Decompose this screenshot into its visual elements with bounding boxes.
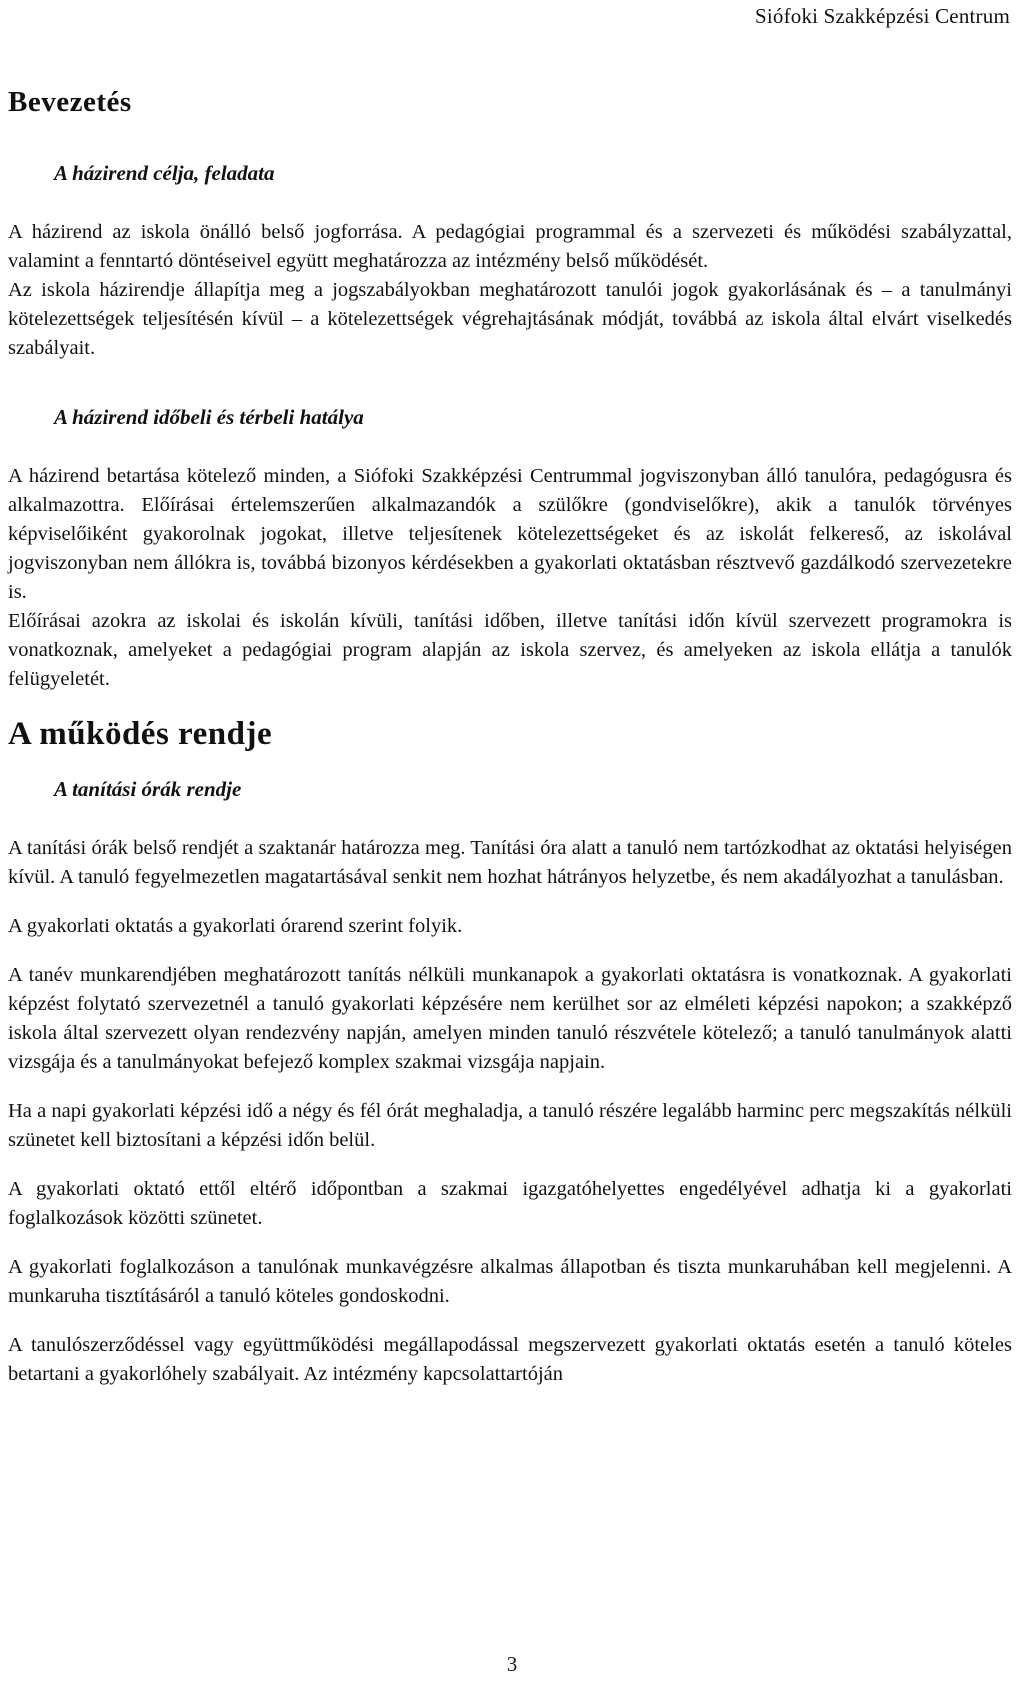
paragraph: A házirend az iskola önálló belső jogforrása. A pedagógiai programmal és a szervezeti és működési szabályzattal, valamint a fenntartó döntéseivel együtt meghatározza az intézmény belső működését.	[8, 221, 1012, 272]
subsection-title-lessons: A tanítási órák rendje	[54, 777, 242, 801]
paragraph: A tanítási órák belső rendjét a szaktanár határozza meg. Tanítási óra alatt a tanuló nem tartózkodhat az oktatási helyiségen kívül. A tanuló fegyelmezetlen magatartásával senkit nem hozhat hátrányos helyzetbe, és nem akadályozhat a tanulásban.	[8, 837, 1012, 888]
header-org-name: Siófoki Szakképzési Centrum	[754, 4, 1010, 28]
section-title-intro: Bevezetés	[8, 86, 132, 118]
paragraph: A tanév munkarendjében meghatározott tanítás nélküli munkanapok a gyakorlati oktatásra is vonatkoznak. A gyakorlati képzést folytató szervezetnél a tanuló gyakorlati képzésére nem kerülhet sor az elméleti képzési napokon; a szakképző iskola által szervezett olyan rendezvény napján, amelyen minden tanuló részvétele kötelező; a tanuló tanulmányok alatti vizsgája és a tanulmányokat befejező komplex szakmai vizsgája napjain.	[8, 964, 1012, 1073]
section-title-operation: A működés rendje	[8, 716, 273, 752]
paragraph: Az iskola házirendje állapítja meg a jogszabályokban meghatározott tanulói jogok gyakorlásának és – a tanulmányi kötelezettségek teljesítésén kívül – a kötelezettségek végrehajtásának módját, továbbá az iskola által elvárt viselkedés szabályait.	[8, 279, 1012, 359]
paragraph: A gyakorlati oktató ettől eltérő időpontban a szakmai igazgatóhelyettes engedélyével adhatja ki a gyakorlati foglalkozások közötti szünetet.	[8, 1178, 1012, 1229]
paragraph: A gyakorlati oktatás a gyakorlati órarend szerint folyik.	[8, 915, 463, 937]
paragraph: A házirend betartása kötelező minden, a Siófoki Szakképzési Centrummal jogviszonyban álló tanulóra, pedagógusra és alkalmazottra. Előírásai értelemszerűen alkalmazandók a szülőkre (gondviselőkre), akik a tanulók törvényes képviselőiként gyakorolnak jogokat, illetve teljesítenek kötelezettségeket és az iskolát felkereső, az iskolával jogviszonyban nem állókra is, továbbá bizonyos kérdésekben a gyakorlati oktatásban résztvevő gazdálkodó szervezetekre is.	[8, 465, 1012, 603]
paragraph: A tanulószerződéssel vagy együttműködési megállapodással megszervezett gyakorlati oktatás esetén a tanuló köteles betartani a gyakorlóhely szabályait. Az intézmény kapcsolattartóján	[8, 1334, 1012, 1385]
paragraph: Ha a napi gyakorlati képzési idő a négy és fél órát meghaladja, a tanuló részére legalább harminc perc megszakítás nélküli szünetet kell biztosítani a képzési időn belül.	[8, 1100, 1012, 1151]
paragraph: A gyakorlati foglalkozáson a tanulónak munkavégzésre alkalmas állapotban és tiszta munkaruhában kell megjelenni. A munkaruha tisztításáról a tanuló köteles gondoskodni.	[8, 1256, 1012, 1307]
page-number: 3	[506, 1652, 518, 1676]
paragraph: Előírásai azokra az iskolai és iskolán kívüli, tanítási időben, illetve tanítási időn kívül szervezett programokra is vonatkoznak, amelyeket a pedagógiai program alapján az iskola szervez, és amelyeken az iskola ellátja a tanulók felügyeletét.	[8, 610, 1012, 690]
subsection-title-purpose: A házirend célja, feladata	[54, 161, 275, 185]
subsection-title-scope: A házirend időbeli és térbeli hatálya	[54, 405, 364, 429]
document-body	[8, 72, 1012, 1389]
